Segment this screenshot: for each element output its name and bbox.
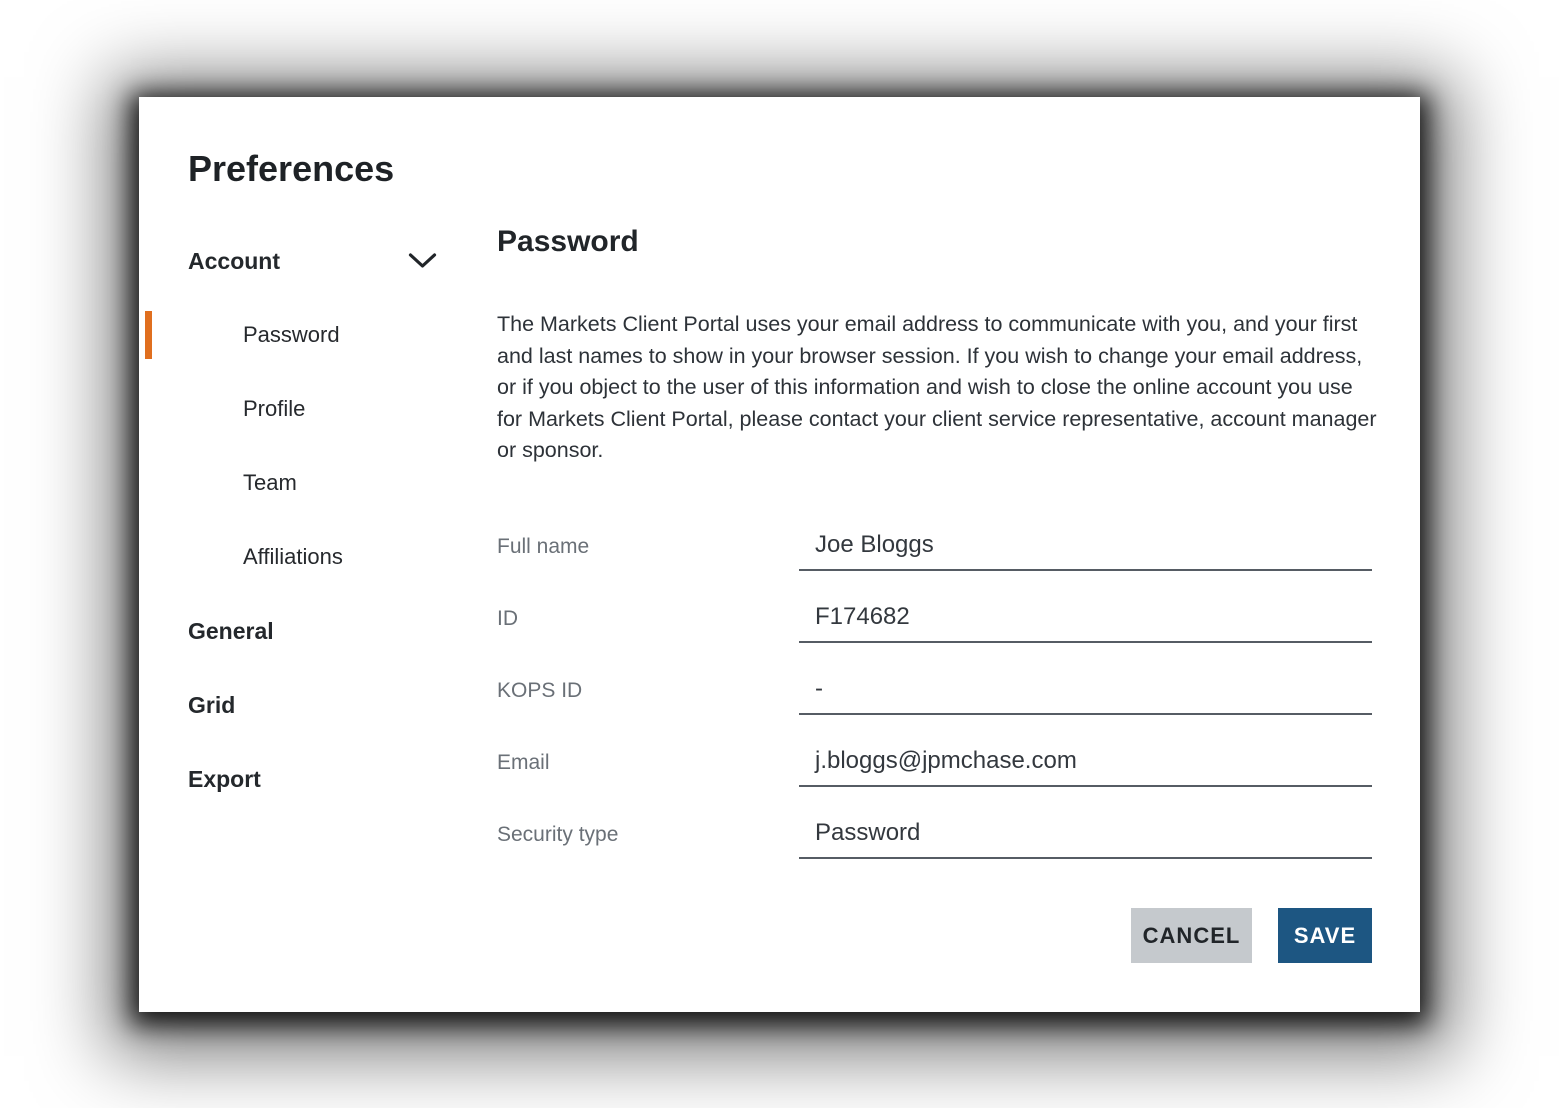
id-label: ID <box>497 607 518 630</box>
sidebar-item-label: Profile <box>243 396 306 421</box>
kops-id-label: KOPS ID <box>497 679 583 702</box>
sidebar-item-affiliations[interactable] <box>139 520 459 594</box>
form-row-email <box>497 740 1372 787</box>
cancel-button[interactable]: CANCEL <box>1131 908 1252 963</box>
sidebar-item-label: Affiliations <box>243 544 343 569</box>
security-type-field[interactable]: Password <box>799 819 1372 859</box>
profile-form <box>497 524 1372 884</box>
preferences-dialog <box>139 97 1420 1012</box>
sidebar-item-label: Team <box>243 470 297 495</box>
security-type-label: Security type <box>497 823 619 846</box>
sidebar-item-label: General <box>188 617 274 644</box>
sidebar-item-label: Password <box>243 322 340 347</box>
sidebar-item-label: Account <box>188 247 280 274</box>
preferences-sidebar <box>139 224 459 816</box>
kops-id-field[interactable]: - <box>799 675 1372 715</box>
form-row-full-name <box>497 524 1372 571</box>
full-name-label: Full name <box>497 535 590 558</box>
sidebar-item-label: Grid <box>188 691 236 718</box>
dialog-title: Preferences <box>188 148 395 189</box>
sidebar-item-export[interactable] <box>139 742 459 816</box>
form-row-security-type <box>497 812 1372 859</box>
email-field[interactable]: j.bloggs@jpmchase.com <box>799 747 1372 787</box>
sidebar-item-profile[interactable] <box>139 372 459 446</box>
dialog-actions <box>1131 908 1372 963</box>
sidebar-item-account[interactable] <box>139 224 459 298</box>
chevron-down-icon[interactable] <box>408 253 437 269</box>
email-label: Email <box>497 751 550 774</box>
id-field[interactable]: F174682 <box>799 603 1372 643</box>
password-description: The Markets Client Portal uses your email address to communicate with you, and your first and last names to show in your browser session. If you wish to change your email address, or if you object to the user of this information and wish to close the online account you use for Markets Client Portal, please contact your client service representative, account manager or sponsor. <box>497 312 1377 463</box>
sidebar-item-team[interactable] <box>139 446 459 520</box>
sidebar-item-password[interactable] <box>139 298 459 372</box>
save-button[interactable]: SAVE <box>1278 908 1372 963</box>
sidebar-item-grid[interactable] <box>139 668 459 742</box>
sidebar-item-label: Export <box>188 765 261 792</box>
full-name-field[interactable]: Joe Bloggs <box>799 531 1372 571</box>
form-row-id <box>497 596 1372 643</box>
page-title: Password <box>497 225 639 258</box>
form-row-kops-id <box>497 668 1372 715</box>
sidebar-item-general[interactable] <box>139 594 459 668</box>
